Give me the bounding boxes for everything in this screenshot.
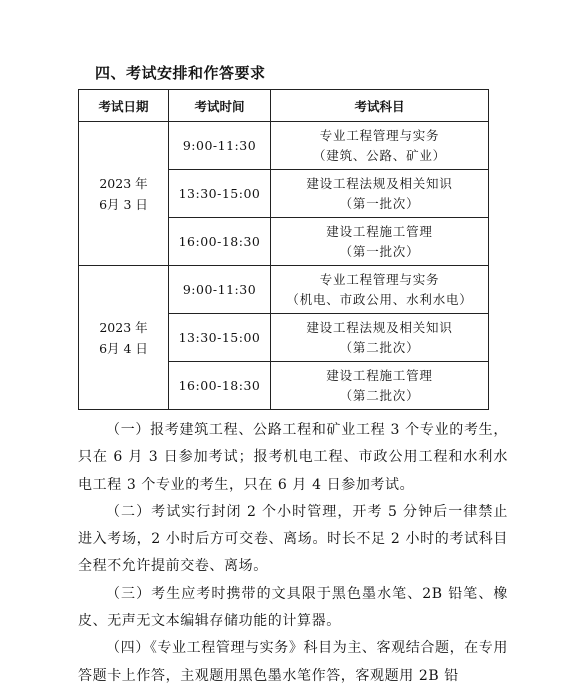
subject-cell (271, 362, 489, 410)
time-cell: 13:30-15:00 (169, 314, 271, 362)
requirement-paragraph-2: （二）考试实行封闭 2 个小时管理，开考 5 分钟后一律禁止进入考场，2 小时后方可交卷、离场。时长不足 2 小时的考试科目全程不允许提前交卷、离场。 (78, 503, 508, 575)
subject-cell (271, 170, 489, 218)
section-heading: 四、考试安排和作答要求 (95, 64, 266, 82)
time-cell: 13:30-15:00 (169, 170, 271, 218)
requirement-paragraph-4: （四）《专业工程管理与实务》科目为主、客观结合题，在专用答题卡上作答，主观题用黑色墨水笔作答，客观题用 2B 铅 (78, 640, 508, 684)
table-header-row (79, 90, 489, 122)
subject-name: 专业工程管理与实务 (319, 127, 440, 143)
subject-name: 建设工程施工管理 (326, 223, 433, 239)
subject-note: （第二批次） (339, 339, 420, 355)
date-day: 6月 3 日 (99, 196, 148, 212)
subject-name: 建设工程法规及相关知识 (306, 175, 453, 191)
subject-name: 专业工程管理与实务 (319, 271, 440, 287)
time-cell: 16:00-18:30 (169, 362, 271, 410)
subject-cell (271, 122, 489, 170)
subject-note: （第一批次） (339, 243, 420, 259)
subject-note: （第一批次） (339, 195, 420, 211)
time-cell: 9:00-11:30 (169, 122, 271, 170)
requirement-paragraph-1: （一）报考建筑工程、公路工程和矿业工程 3 个专业的考生，只在 6 月 3 日参加考试；报考机电工程、市政公用工程和水利水电工程 3 个专业的考生，只在 6 月 4 日参加考试。 (78, 422, 508, 493)
subject-cell (271, 314, 489, 362)
subject-note: （机电、市政公用、水利水电） (286, 291, 473, 307)
date-year: 2023 年 (99, 319, 148, 335)
table-row (79, 266, 489, 314)
date-cell (79, 122, 169, 266)
date-year: 2023 年 (99, 175, 148, 191)
subject-cell (271, 266, 489, 314)
header-exam-subject: 考试科目 (271, 90, 489, 122)
subject-name: 建设工程法规及相关知识 (306, 319, 453, 335)
exam-schedule-table (78, 89, 489, 410)
date-day: 6月 4 日 (99, 340, 148, 356)
time-cell: 16:00-18:30 (169, 218, 271, 266)
requirement-paragraph-3: （三）考生应考时携带的文具限于黑色墨水笔、2B 铅笔、橡皮、无声无文本编辑存储功能的计算器。 (78, 585, 508, 630)
header-exam-date: 考试日期 (79, 90, 169, 122)
requirements-text (78, 417, 508, 690)
time-cell: 9:00-11:30 (169, 266, 271, 314)
subject-cell (271, 218, 489, 266)
subject-note: （第二批次） (339, 387, 420, 403)
table-row (79, 122, 489, 170)
date-cell (79, 266, 169, 410)
header-exam-time: 考试时间 (169, 90, 271, 122)
subject-name: 建设工程施工管理 (326, 367, 433, 383)
subject-note: （建筑、公路、矿业） (312, 147, 446, 163)
